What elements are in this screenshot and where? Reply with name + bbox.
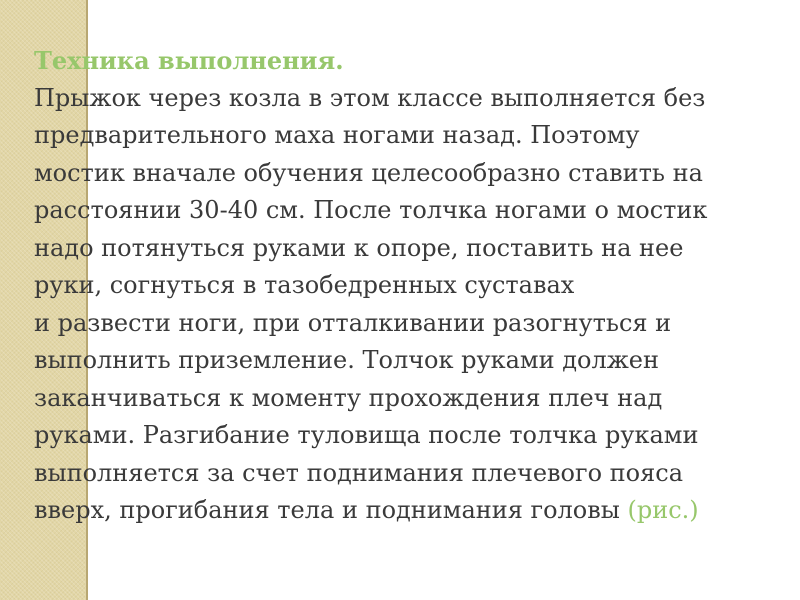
body-line-7: и развести ноги, при отталкивании разогнуться и	[34, 308, 672, 337]
slide-title: Техника выполнения.	[34, 46, 344, 75]
body-line-1: Прыжок через козла в этом классе выполняется без	[34, 83, 706, 112]
body-line-11: выполняется за счет поднимания плечевого пояса	[34, 458, 683, 487]
body-line-9: заканчиваться к моменту прохождения плеч над	[34, 383, 663, 412]
body-line-12	[34, 492, 774, 530]
body-line-8: выполнить приземление. Толчок руками должен	[34, 346, 659, 374]
slide-content	[34, 42, 774, 530]
body-line-2: предварительного маха ногами назад. Поэтому	[34, 121, 640, 149]
body-line-3: мостик вначале обучения целесообразно ставить на	[34, 158, 703, 187]
body-line-4: расстоянии 30-40 см. После толчка ногами о мостик	[34, 196, 708, 224]
body-line-12-text: вверх, прогибания тела и поднимания головы	[34, 496, 628, 524]
body-line-6: руки, согнуться в тазобедренных суставах	[34, 271, 575, 299]
figure-reference-link[interactable]: (рис.)	[627, 496, 699, 524]
body-line-5: надо потянуться руками к опоре, поставить на нее	[34, 233, 684, 262]
body-line-10: руками. Разгибание туловища после толчка руками	[34, 421, 699, 449]
